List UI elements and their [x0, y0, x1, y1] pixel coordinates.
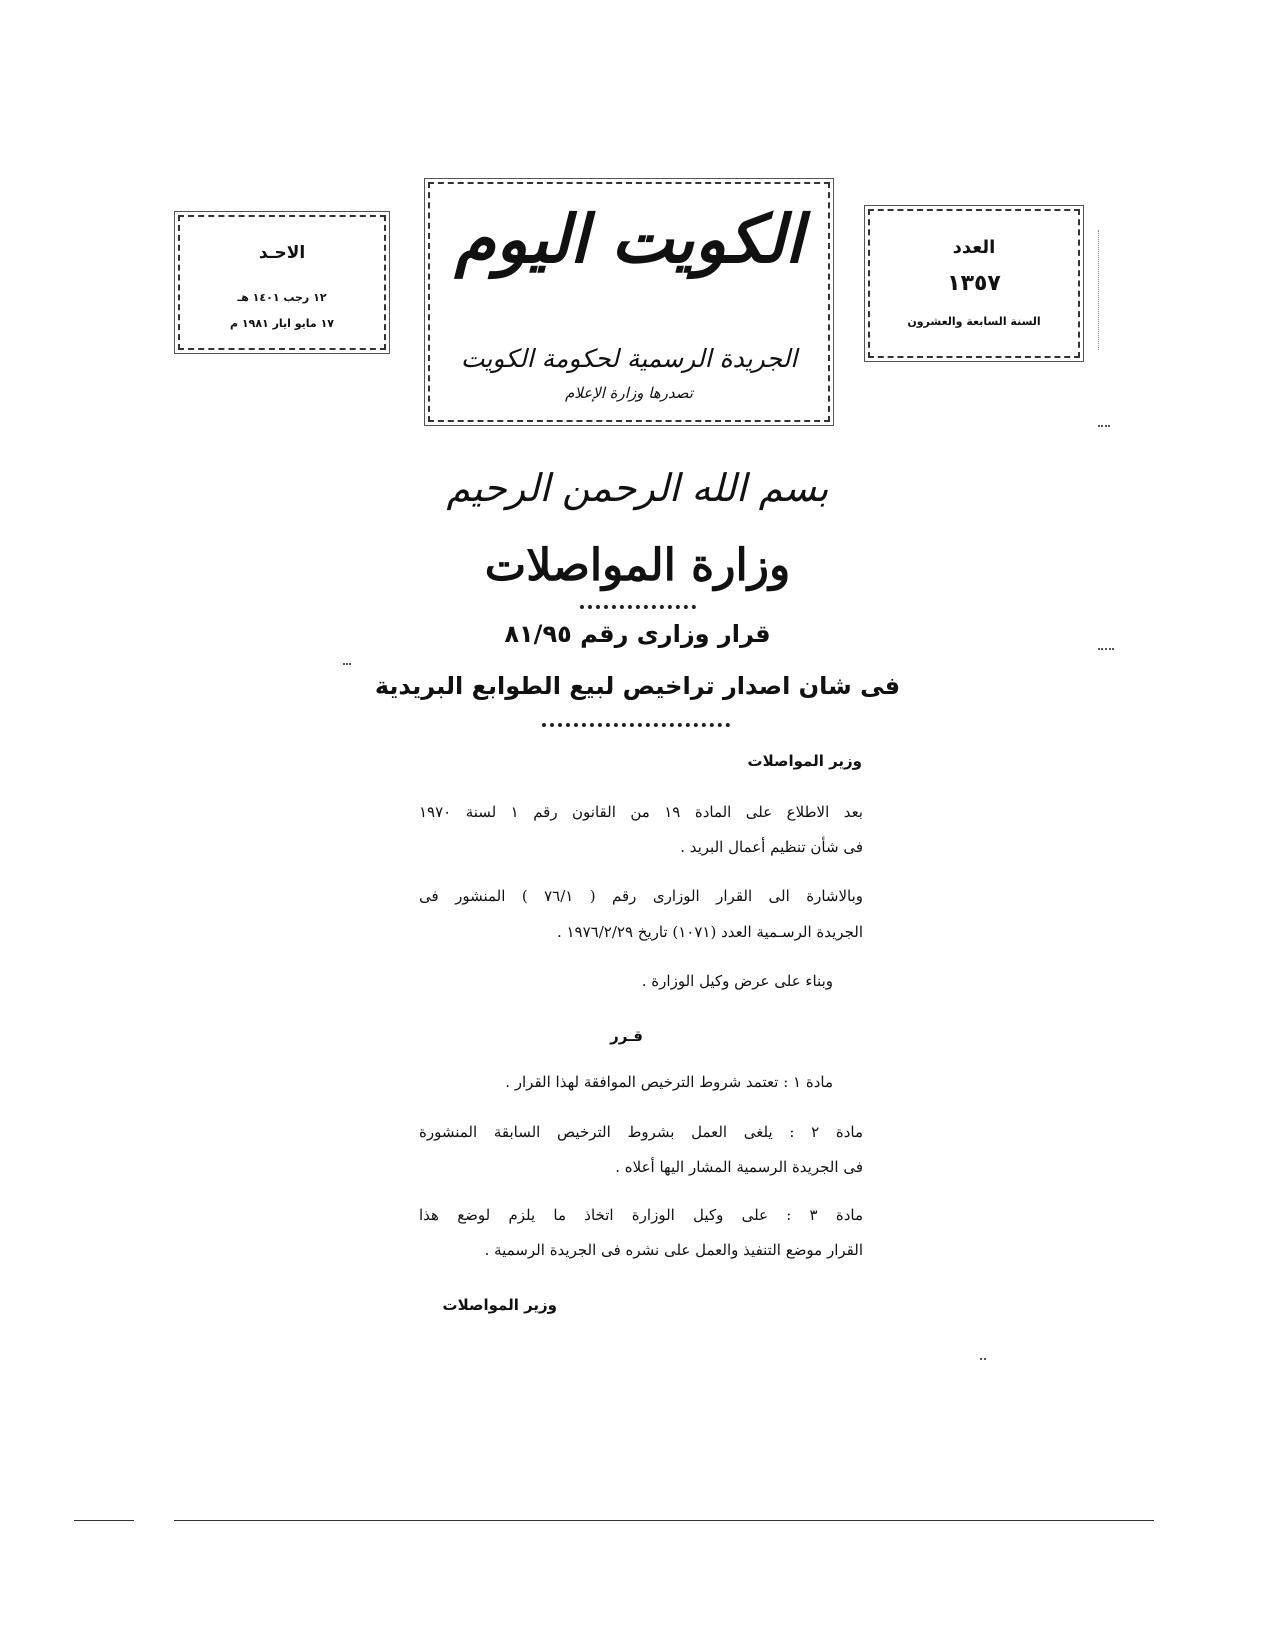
article-1: مادة ١ : تعتمد شروط الترخيص الموافقة لهذا القرار .	[505, 1073, 833, 1091]
date-box	[178, 215, 386, 350]
article-2-line-1: مادة ٢ : يلغى العمل بشروط الترخيص السابقة المنشورة	[419, 1123, 863, 1141]
issue-box	[868, 209, 1080, 358]
masthead	[428, 182, 830, 422]
article-3-line-2: القرار موضع التنفيذ والعمل على نشره فى الجريدة الرسمية .	[484, 1241, 863, 1259]
issue-number: ١٣٥٧	[947, 271, 1001, 296]
issue-day: الاحـد	[258, 243, 306, 263]
scan-speck	[1098, 425, 1110, 427]
publication-year: السنة السابعة والعشرون	[907, 315, 1041, 328]
article-2-line-2: فى الجريدة الرسمية المشار اليها أعلاه .	[615, 1158, 863, 1176]
scan-speck	[343, 663, 351, 665]
preamble-paragraph-2-line-2: الجريدة الرسـمية العدد (١٠٧١) تاريخ ١٩٧٦/٢/٢٩ .	[556, 923, 863, 941]
scan-edge-mark	[1098, 230, 1099, 350]
minister-signature: وزير المواصلات	[442, 1296, 557, 1314]
gregorian-date: ١٧ مايو ايار ١٩٨١ م	[229, 317, 335, 330]
ministry-heading: وزارة المواصلات	[484, 540, 791, 591]
issue-label: العدد	[952, 237, 996, 258]
preamble-paragraph-1-line-1: بعد الاطلاع على المادة ١٩ من القانون رقم ١ لسنة ١٩٧٠	[419, 803, 863, 821]
scan-speck	[980, 1358, 986, 1360]
heading-divider	[580, 605, 696, 609]
decree-title: قرار وزارى رقم ٨١/٩٥	[504, 620, 771, 648]
preamble-paragraph-3: وبناء على عرض وكيل الوزارة .	[641, 972, 833, 990]
decree-subject: فى شان اصدار تراخيص لبيع الطوابع البريدية	[374, 672, 901, 700]
preamble-paragraph-2-line-1: وبالاشارة الى القرار الوزارى رقم ( ٧٦/١ ) المنشور فى	[419, 887, 864, 905]
article-3-line-1: مادة ٣ : على وكيل الوزارة اتخاذ ما يلزم لوضع هذا	[419, 1206, 863, 1224]
page-bottom-rule	[74, 1520, 1154, 1521]
decided-heading: قـرر	[610, 1027, 643, 1045]
newspaper-subtitle: الجريدة الرسمية لحكومة الكويت	[460, 344, 798, 373]
preamble-paragraph-1-line-2: فى شأن تنظيم أعمال البريد .	[680, 838, 863, 856]
subject-divider	[542, 723, 730, 727]
newspaper-tagline: تصدرها وزارة الإعلام	[565, 384, 693, 402]
hijri-date: ١٢ رجب ١٤٠١ هـ	[237, 291, 327, 304]
newspaper-logo-title: الكويت اليوم	[454, 200, 804, 278]
scan-speck	[1098, 648, 1114, 650]
minister-heading: وزير المواصلات	[747, 752, 862, 770]
basmala: بسم الله الرحمن الرحيم	[446, 466, 829, 510]
